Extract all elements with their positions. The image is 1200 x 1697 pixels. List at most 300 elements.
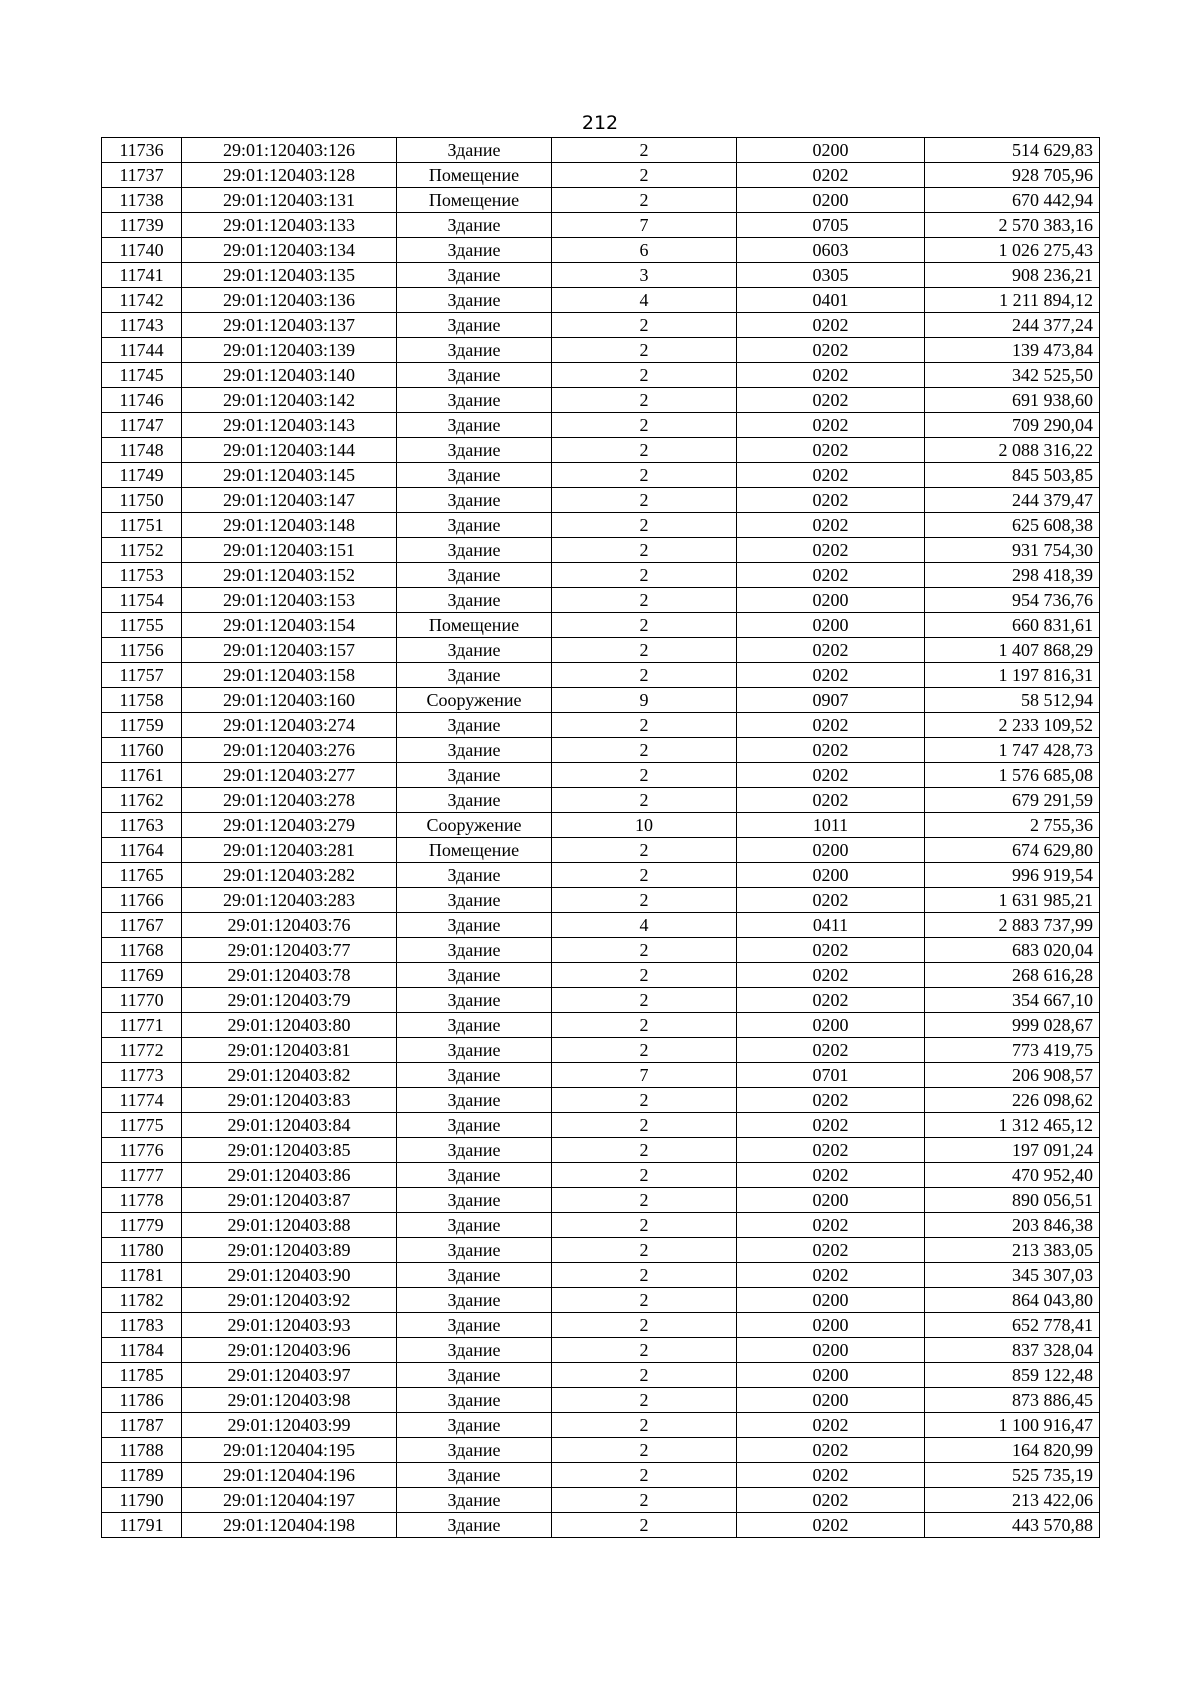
cadastral-number-cell: 29:01:120403:276	[182, 738, 397, 763]
group-number-cell: 2	[552, 1438, 737, 1463]
object-type-cell: Здание	[397, 988, 552, 1013]
object-type-cell: Здание	[397, 638, 552, 663]
row-number-cell: 11740	[102, 238, 182, 263]
cadastral-value-cell: 354 667,10	[925, 988, 1100, 1013]
table-row	[102, 788, 1100, 813]
row-number-cell: 11738	[102, 188, 182, 213]
cadastral-value-cell: 203 846,38	[925, 1213, 1100, 1238]
row-number-cell: 11753	[102, 563, 182, 588]
cadastral-value-cell: 625 608,38	[925, 513, 1100, 538]
row-number-cell: 11778	[102, 1188, 182, 1213]
table-row	[102, 1463, 1100, 1488]
code-cell: 0202	[737, 1413, 925, 1438]
table-row	[102, 1188, 1100, 1213]
code-cell: 0200	[737, 1388, 925, 1413]
cadastral-value-cell: 1 100 916,47	[925, 1413, 1100, 1438]
code-cell: 0200	[737, 188, 925, 213]
table-row	[102, 1163, 1100, 1188]
code-cell: 0202	[737, 338, 925, 363]
table-row	[102, 538, 1100, 563]
cadastral-number-cell: 29:01:120403:144	[182, 438, 397, 463]
cadastral-number-cell: 29:01:120403:153	[182, 588, 397, 613]
cadastral-number-cell: 29:01:120403:88	[182, 1213, 397, 1238]
cadastral-number-cell: 29:01:120403:279	[182, 813, 397, 838]
cadastral-number-cell: 29:01:120403:158	[182, 663, 397, 688]
code-cell: 0411	[737, 913, 925, 938]
group-number-cell: 2	[552, 1363, 737, 1388]
code-cell: 0202	[737, 413, 925, 438]
code-cell: 0202	[737, 963, 925, 988]
group-number-cell: 2	[552, 963, 737, 988]
row-number-cell: 11737	[102, 163, 182, 188]
cadastral-value-cell: 1 211 894,12	[925, 288, 1100, 313]
code-cell: 0202	[737, 763, 925, 788]
object-type-cell: Помещение	[397, 838, 552, 863]
cadastral-number-cell: 29:01:120404:198	[182, 1513, 397, 1538]
group-number-cell: 2	[552, 1163, 737, 1188]
group-number-cell: 2	[552, 788, 737, 813]
row-number-cell: 11755	[102, 613, 182, 638]
code-cell: 0202	[737, 488, 925, 513]
code-cell: 0202	[737, 788, 925, 813]
table-row	[102, 1263, 1100, 1288]
object-type-cell: Здание	[397, 763, 552, 788]
row-number-cell: 11759	[102, 713, 182, 738]
cadastral-number-cell: 29:01:120403:154	[182, 613, 397, 638]
object-type-cell: Здание	[397, 1163, 552, 1188]
cadastral-number-cell: 29:01:120403:99	[182, 1413, 397, 1438]
table-row	[102, 363, 1100, 388]
cadastral-number-cell: 29:01:120403:84	[182, 1113, 397, 1138]
group-number-cell: 4	[552, 288, 737, 313]
table-row	[102, 938, 1100, 963]
cadastral-value-cell: 1 407 868,29	[925, 638, 1100, 663]
group-number-cell: 2	[552, 538, 737, 563]
object-type-cell: Здание	[397, 263, 552, 288]
code-cell: 0202	[737, 513, 925, 538]
group-number-cell: 2	[552, 938, 737, 963]
object-type-cell: Здание	[397, 438, 552, 463]
table-row	[102, 738, 1100, 763]
group-number-cell: 2	[552, 613, 737, 638]
cadastral-number-cell: 29:01:120403:131	[182, 188, 397, 213]
object-type-cell: Здание	[397, 1263, 552, 1288]
code-cell: 0907	[737, 688, 925, 713]
cadastral-number-cell: 29:01:120403:133	[182, 213, 397, 238]
row-number-cell: 11736	[102, 138, 182, 163]
object-type-cell: Здание	[397, 1388, 552, 1413]
row-number-cell: 11791	[102, 1513, 182, 1538]
cadastral-number-cell: 29:01:120403:97	[182, 1363, 397, 1388]
group-number-cell: 2	[552, 463, 737, 488]
cadastral-number-cell: 29:01:120403:86	[182, 1163, 397, 1188]
code-cell: 0200	[737, 1188, 925, 1213]
object-type-cell: Здание	[397, 1288, 552, 1313]
table-row	[102, 438, 1100, 463]
cadastral-number-cell: 29:01:120403:274	[182, 713, 397, 738]
table-row	[102, 663, 1100, 688]
cadastral-value-cell: 873 886,45	[925, 1388, 1100, 1413]
cadastral-number-cell: 29:01:120403:126	[182, 138, 397, 163]
cadastral-number-cell: 29:01:120403:147	[182, 488, 397, 513]
object-type-cell: Здание	[397, 1113, 552, 1138]
group-number-cell: 2	[552, 1188, 737, 1213]
code-cell: 0202	[737, 1438, 925, 1463]
row-number-cell: 11789	[102, 1463, 182, 1488]
object-type-cell: Здание	[397, 1063, 552, 1088]
cadastral-value-table	[101, 137, 1100, 1538]
group-number-cell: 2	[552, 1313, 737, 1338]
code-cell: 0202	[737, 1463, 925, 1488]
table-row	[102, 263, 1100, 288]
row-number-cell: 11741	[102, 263, 182, 288]
group-number-cell: 2	[552, 1013, 737, 1038]
code-cell: 0200	[737, 613, 925, 638]
cadastral-value-cell: 931 754,30	[925, 538, 1100, 563]
code-cell: 0202	[737, 563, 925, 588]
row-number-cell: 11780	[102, 1238, 182, 1263]
row-number-cell: 11763	[102, 813, 182, 838]
cadastral-value-cell: 652 778,41	[925, 1313, 1100, 1338]
row-number-cell: 11790	[102, 1488, 182, 1513]
cadastral-number-cell: 29:01:120404:195	[182, 1438, 397, 1463]
table-row	[102, 188, 1100, 213]
group-number-cell: 2	[552, 738, 737, 763]
table-row	[102, 613, 1100, 638]
group-number-cell: 2	[552, 1388, 737, 1413]
cadastral-number-cell: 29:01:120403:145	[182, 463, 397, 488]
code-cell: 0200	[737, 1013, 925, 1038]
cadastral-number-cell: 29:01:120403:93	[182, 1313, 397, 1338]
row-number-cell: 11781	[102, 1263, 182, 1288]
cadastral-number-cell: 29:01:120403:160	[182, 688, 397, 713]
object-type-cell: Здание	[397, 588, 552, 613]
group-number-cell: 2	[552, 1138, 737, 1163]
row-number-cell: 11770	[102, 988, 182, 1013]
group-number-cell: 2	[552, 438, 737, 463]
cadastral-value-cell: 213 422,06	[925, 1488, 1100, 1513]
cadastral-number-cell: 29:01:120403:136	[182, 288, 397, 313]
table-row	[102, 1313, 1100, 1338]
cadastral-number-cell: 29:01:120403:157	[182, 638, 397, 663]
code-cell: 0202	[737, 1263, 925, 1288]
group-number-cell: 10	[552, 813, 737, 838]
cadastral-number-cell: 29:01:120403:76	[182, 913, 397, 938]
table-row	[102, 888, 1100, 913]
object-type-cell: Здание	[397, 1438, 552, 1463]
object-type-cell: Здание	[397, 1488, 552, 1513]
object-type-cell: Здание	[397, 363, 552, 388]
row-number-cell: 11772	[102, 1038, 182, 1063]
cadastral-value-cell: 206 908,57	[925, 1063, 1100, 1088]
cadastral-value-cell: 1 197 816,31	[925, 663, 1100, 688]
cadastral-number-cell: 29:01:120403:78	[182, 963, 397, 988]
object-type-cell: Сооружение	[397, 688, 552, 713]
cadastral-value-cell: 525 735,19	[925, 1463, 1100, 1488]
code-cell: 0701	[737, 1063, 925, 1088]
cadastral-value-cell: 660 831,61	[925, 613, 1100, 638]
cadastral-value-cell: 670 442,94	[925, 188, 1100, 213]
cadastral-number-cell: 29:01:120403:89	[182, 1238, 397, 1263]
cadastral-value-cell: 2 755,36	[925, 813, 1100, 838]
group-number-cell: 2	[552, 388, 737, 413]
cadastral-number-cell: 29:01:120403:148	[182, 513, 397, 538]
row-number-cell: 11774	[102, 1088, 182, 1113]
group-number-cell: 2	[552, 1088, 737, 1113]
cadastral-value-cell: 773 419,75	[925, 1038, 1100, 1063]
group-number-cell: 2	[552, 863, 737, 888]
object-type-cell: Здание	[397, 1313, 552, 1338]
row-number-cell: 11765	[102, 863, 182, 888]
object-type-cell: Здание	[397, 938, 552, 963]
table-row	[102, 1388, 1100, 1413]
cadastral-value-cell: 691 938,60	[925, 388, 1100, 413]
table-row	[102, 163, 1100, 188]
cadastral-number-cell: 29:01:120403:135	[182, 263, 397, 288]
cadastral-value-cell: 864 043,80	[925, 1288, 1100, 1313]
group-number-cell: 2	[552, 988, 737, 1013]
row-number-cell: 11745	[102, 363, 182, 388]
group-number-cell: 2	[552, 188, 737, 213]
row-number-cell: 11751	[102, 513, 182, 538]
row-number-cell: 11782	[102, 1288, 182, 1313]
cadastral-number-cell: 29:01:120403:142	[182, 388, 397, 413]
code-cell: 0202	[737, 363, 925, 388]
table-row	[102, 313, 1100, 338]
object-type-cell: Помещение	[397, 163, 552, 188]
cadastral-number-cell: 29:01:120403:134	[182, 238, 397, 263]
cadastral-value-cell: 197 091,24	[925, 1138, 1100, 1163]
cadastral-value-cell: 470 952,40	[925, 1163, 1100, 1188]
table-row	[102, 1113, 1100, 1138]
cadastral-number-cell: 29:01:120403:140	[182, 363, 397, 388]
table-row	[102, 1363, 1100, 1388]
code-cell: 0202	[737, 388, 925, 413]
code-cell: 0202	[737, 538, 925, 563]
cadastral-value-cell: 268 616,28	[925, 963, 1100, 988]
object-type-cell: Здание	[397, 213, 552, 238]
object-type-cell: Здание	[397, 1413, 552, 1438]
code-cell: 0200	[737, 838, 925, 863]
code-cell: 0202	[737, 1488, 925, 1513]
object-type-cell: Помещение	[397, 188, 552, 213]
table-row	[102, 863, 1100, 888]
cadastral-value-cell: 679 291,59	[925, 788, 1100, 813]
cadastral-value-cell: 58 512,94	[925, 688, 1100, 713]
object-type-cell: Здание	[397, 488, 552, 513]
cadastral-value-cell: 2 233 109,52	[925, 713, 1100, 738]
table-row	[102, 963, 1100, 988]
cadastral-value-cell: 226 098,62	[925, 1088, 1100, 1113]
cadastral-number-cell: 29:01:120403:90	[182, 1263, 397, 1288]
cadastral-value-cell: 164 820,99	[925, 1438, 1100, 1463]
table-row	[102, 288, 1100, 313]
cadastral-value-cell: 2 570 383,16	[925, 213, 1100, 238]
group-number-cell: 2	[552, 1263, 737, 1288]
cadastral-value-cell: 683 020,04	[925, 938, 1100, 963]
table-row	[102, 988, 1100, 1013]
cadastral-value-cell: 999 028,67	[925, 1013, 1100, 1038]
cadastral-number-cell: 29:01:120403:278	[182, 788, 397, 813]
cadastral-number-cell: 29:01:120404:196	[182, 1463, 397, 1488]
object-type-cell: Здание	[397, 1338, 552, 1363]
table-row	[102, 638, 1100, 663]
cadastral-number-cell: 29:01:120403:151	[182, 538, 397, 563]
cadastral-number-cell: 29:01:120403:81	[182, 1038, 397, 1063]
object-type-cell: Здание	[397, 1188, 552, 1213]
table-row	[102, 688, 1100, 713]
cadastral-value-cell: 139 473,84	[925, 338, 1100, 363]
code-cell: 0202	[737, 1163, 925, 1188]
row-number-cell: 11777	[102, 1163, 182, 1188]
code-cell: 1011	[737, 813, 925, 838]
table-row	[102, 388, 1100, 413]
group-number-cell: 2	[552, 488, 737, 513]
table-row	[102, 588, 1100, 613]
group-number-cell: 2	[552, 663, 737, 688]
group-number-cell: 2	[552, 838, 737, 863]
object-type-cell: Здание	[397, 663, 552, 688]
cadastral-number-cell: 29:01:120403:128	[182, 163, 397, 188]
code-cell: 0202	[737, 663, 925, 688]
row-number-cell: 11747	[102, 413, 182, 438]
code-cell: 0200	[737, 138, 925, 163]
group-number-cell: 2	[552, 163, 737, 188]
cadastral-number-cell: 29:01:120403:283	[182, 888, 397, 913]
row-number-cell: 11754	[102, 588, 182, 613]
group-number-cell: 6	[552, 238, 737, 263]
cadastral-value-cell: 1 312 465,12	[925, 1113, 1100, 1138]
row-number-cell: 11743	[102, 313, 182, 338]
row-number-cell: 11786	[102, 1388, 182, 1413]
group-number-cell: 2	[552, 588, 737, 613]
table-row	[102, 913, 1100, 938]
cadastral-value-cell: 859 122,48	[925, 1363, 1100, 1388]
object-type-cell: Помещение	[397, 613, 552, 638]
object-type-cell: Здание	[397, 888, 552, 913]
code-cell: 0305	[737, 263, 925, 288]
cadastral-number-cell: 29:01:120403:85	[182, 1138, 397, 1163]
row-number-cell: 11752	[102, 538, 182, 563]
code-cell: 0200	[737, 1313, 925, 1338]
cadastral-number-cell: 29:01:120403:277	[182, 763, 397, 788]
group-number-cell: 2	[552, 1488, 737, 1513]
table-row	[102, 488, 1100, 513]
code-cell: 0202	[737, 163, 925, 188]
table-row	[102, 138, 1100, 163]
cadastral-number-cell: 29:01:120403:143	[182, 413, 397, 438]
cadastral-value-cell: 244 377,24	[925, 313, 1100, 338]
cadastral-value-cell: 928 705,96	[925, 163, 1100, 188]
row-number-cell: 11785	[102, 1363, 182, 1388]
code-cell: 0202	[737, 888, 925, 913]
cadastral-value-cell: 890 056,51	[925, 1188, 1100, 1213]
row-number-cell: 11746	[102, 388, 182, 413]
row-number-cell: 11760	[102, 738, 182, 763]
cadastral-number-cell: 29:01:120403:83	[182, 1088, 397, 1113]
code-cell: 0200	[737, 863, 925, 888]
group-number-cell: 2	[552, 1113, 737, 1138]
code-cell: 0202	[737, 738, 925, 763]
code-cell: 0202	[737, 638, 925, 663]
cadastral-value-cell: 342 525,50	[925, 363, 1100, 388]
cadastral-number-cell: 29:01:120403:96	[182, 1338, 397, 1363]
cadastral-value-cell: 345 307,03	[925, 1263, 1100, 1288]
object-type-cell: Здание	[397, 1513, 552, 1538]
cadastral-value-cell: 2 883 737,99	[925, 913, 1100, 938]
cadastral-value-cell: 845 503,85	[925, 463, 1100, 488]
table-row	[102, 838, 1100, 863]
code-cell: 0202	[737, 1088, 925, 1113]
cadastral-value-cell: 1 576 685,08	[925, 763, 1100, 788]
object-type-cell: Здание	[397, 1013, 552, 1038]
code-cell: 0202	[737, 1213, 925, 1238]
code-cell: 0202	[737, 438, 925, 463]
row-number-cell: 11742	[102, 288, 182, 313]
cadastral-number-cell: 29:01:120403:87	[182, 1188, 397, 1213]
group-number-cell: 2	[552, 513, 737, 538]
group-number-cell: 7	[552, 1063, 737, 1088]
cadastral-number-cell: 29:01:120403:82	[182, 1063, 397, 1088]
object-type-cell: Здание	[397, 738, 552, 763]
row-number-cell: 11773	[102, 1063, 182, 1088]
code-cell: 0200	[737, 588, 925, 613]
row-number-cell: 11762	[102, 788, 182, 813]
object-type-cell: Здание	[397, 713, 552, 738]
code-cell: 0202	[737, 1513, 925, 1538]
code-cell: 0202	[737, 1113, 925, 1138]
row-number-cell: 11758	[102, 688, 182, 713]
code-cell: 0202	[737, 463, 925, 488]
row-number-cell: 11769	[102, 963, 182, 988]
cadastral-value-cell: 1 631 985,21	[925, 888, 1100, 913]
object-type-cell: Здание	[397, 1238, 552, 1263]
table-row	[102, 1413, 1100, 1438]
row-number-cell: 11739	[102, 213, 182, 238]
table-row	[102, 813, 1100, 838]
table-row	[102, 1088, 1100, 1113]
row-number-cell: 11749	[102, 463, 182, 488]
group-number-cell: 2	[552, 1513, 737, 1538]
table-row	[102, 1288, 1100, 1313]
table-row	[102, 1338, 1100, 1363]
code-cell: 0200	[737, 1288, 925, 1313]
row-number-cell: 11761	[102, 763, 182, 788]
code-cell: 0202	[737, 1038, 925, 1063]
cadastral-value-cell: 996 919,54	[925, 863, 1100, 888]
table-row	[102, 213, 1100, 238]
row-number-cell: 11744	[102, 338, 182, 363]
cadastral-number-cell: 29:01:120403:137	[182, 313, 397, 338]
table-row	[102, 1063, 1100, 1088]
table-row	[102, 1213, 1100, 1238]
cadastral-value-cell: 954 736,76	[925, 588, 1100, 613]
cadastral-number-cell: 29:01:120404:197	[182, 1488, 397, 1513]
row-number-cell: 11750	[102, 488, 182, 513]
group-number-cell: 9	[552, 688, 737, 713]
table-row	[102, 463, 1100, 488]
table-row	[102, 413, 1100, 438]
code-cell: 0603	[737, 238, 925, 263]
row-number-cell: 11784	[102, 1338, 182, 1363]
object-type-cell: Здание	[397, 513, 552, 538]
row-number-cell: 11766	[102, 888, 182, 913]
table-row	[102, 1013, 1100, 1038]
table-row	[102, 713, 1100, 738]
code-cell: 0202	[737, 713, 925, 738]
row-number-cell: 11764	[102, 838, 182, 863]
object-type-cell: Здание	[397, 538, 552, 563]
